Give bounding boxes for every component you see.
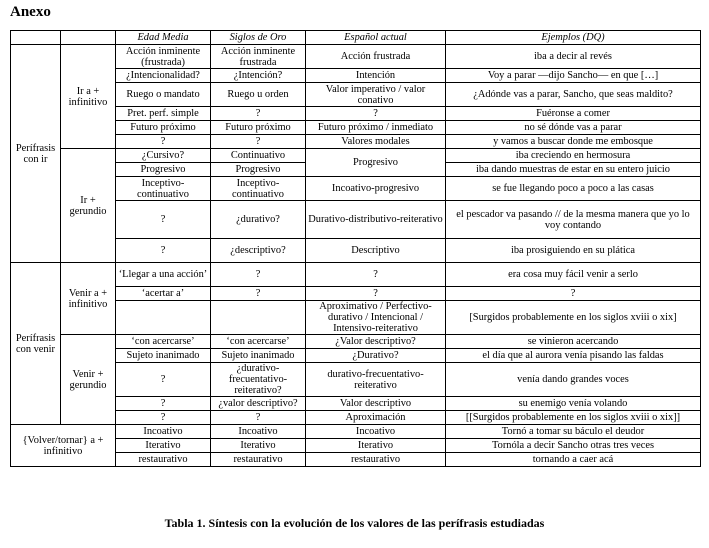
example-cell: se fue llegando poco a poco a las casas [446,177,701,201]
edad-media-cell: Futuro próximo [116,121,211,135]
header-cell: Ejemplos (DQ) [446,31,701,45]
example-cell: no sé dónde vas a parar [446,121,701,135]
espanol-actual-cell: ¿Valor descriptivo? [306,335,446,349]
edad-media-cell: ? [116,239,211,263]
siglos-oro-cell: Inceptivo-continuativo [211,177,306,201]
edad-media-cell: ‘Llegar a una acción’ [116,263,211,287]
edad-media-cell: ? [116,397,211,411]
siglos-oro-cell: Progresivo [211,163,306,177]
example-cell: su enemigo venía volando [446,397,701,411]
siglos-oro-cell: ? [211,135,306,149]
edad-media-cell [116,301,211,335]
edad-media-cell: ? [116,201,211,239]
table-row [11,263,701,287]
header-cell: Edad Media [116,31,211,45]
page-heading: Anexo [10,4,51,20]
edad-media-cell: Pret. perf. simple [116,107,211,121]
example-cell: era cosa muy fácil venir a serlo [446,263,701,287]
example-cell: ¿Adónde vas a parar, Sancho, que seas maldito? [446,83,701,107]
espanol-actual-cell: Valores modales [306,135,446,149]
siglos-oro-cell: ¿valor descriptivo? [211,397,306,411]
espanol-actual-cell: Incoativo [306,425,446,439]
espanol-actual-cell: Valor imperativo / valor conativo [306,83,446,107]
example-cell: tornando a caer acá [446,453,701,467]
edad-media-cell: Acción inminente (frustrada) [116,45,211,69]
siglos-oro-cell: ? [211,263,306,287]
edad-media-cell: restaurativo [116,453,211,467]
periphrasis-table [10,30,701,467]
siglos-oro-cell: ¿durativo? [211,201,306,239]
edad-media-cell: ? [116,135,211,149]
example-cell: Tornó a tomar su báculo el deudor [446,425,701,439]
subgroup-label: Venir a + infinitivo [61,263,116,335]
example-cell: se vinieron acercando [446,335,701,349]
example-cell: [[Surgidos probablemente en los siglos xviii o xix]] [446,411,701,425]
siglos-oro-cell: Ruego u orden [211,83,306,107]
siglos-oro-cell: ¿durativo-frecuentativo-reiterativo? [211,363,306,397]
espanol-actual-cell: Valor descriptivo [306,397,446,411]
edad-media-cell: ¿Cursivo? [116,149,211,163]
siglos-oro-cell: ? [211,287,306,301]
espanol-actual-cell: Descriptivo [306,239,446,263]
edad-media-cell: Ruego o mandato [116,83,211,107]
espanol-actual-cell: ? [306,263,446,287]
espanol-actual-cell: Intención [306,69,446,83]
header-cell [61,31,116,45]
example-cell: Voy a parar —dijo Sancho— en que […] [446,69,701,83]
espanol-actual-cell: Acción frustrada [306,45,446,69]
table-row [11,149,701,163]
subgroup-label: Ir + gerundio [61,149,116,263]
edad-media-cell: ¿Intencionalidad? [116,69,211,83]
espanol-actual-cell: Durativo-distributivo-reiterativo [306,201,446,239]
siglos-oro-cell: ? [211,107,306,121]
header-cell [11,31,61,45]
example-cell: ? [446,287,701,301]
example-cell: iba dando muestras de estar en su entero juicio [446,163,701,177]
siglos-oro-cell: Incoativo [211,425,306,439]
siglos-oro-cell: Sujeto inanimado [211,349,306,363]
example-cell: y vamos a buscar donde me embosque [446,135,701,149]
espanol-actual-cell: Aproximación [306,411,446,425]
table-row [11,335,701,349]
espanol-actual-cell: Progresivo [306,149,446,177]
espanol-actual-cell: durativo-frecuentativo-reiterativo [306,363,446,397]
espanol-actual-cell: Futuro próximo / inmediato [306,121,446,135]
edad-media-cell: Incoativo [116,425,211,439]
table-row [11,45,701,69]
example-cell: iba creciendo en hermosura [446,149,701,163]
siglos-oro-cell: restaurativo [211,453,306,467]
table-row [11,425,701,439]
siglos-oro-cell: Futuro próximo [211,121,306,135]
siglos-oro-cell: ‘con acercarse’ [211,335,306,349]
siglos-oro-cell: Acción inminente frustrada [211,45,306,69]
example-cell: venía dando grandes voces [446,363,701,397]
table-caption: Tabla 1. Síntesis con la evolución de los valores de las perífrasis estudiadas [164,516,545,530]
example-cell: el pescador va pasando // de la mesma manera que yo lo voy contando [446,201,701,239]
example-cell: [Surgidos probablemente en los siglos xviii o xix] [446,301,701,335]
siglos-oro-cell: ¿descriptivo? [211,239,306,263]
espanol-actual-cell: ? [306,107,446,121]
edad-media-cell: ‘con acercarse’ [116,335,211,349]
example-cell: iba prosiguiendo en su plática [446,239,701,263]
group-label: Perífrasis con ir [11,45,61,263]
espanol-actual-cell: Incoativo-progresivo [306,177,446,201]
example-cell: Fuéronse a comer [446,107,701,121]
espanol-actual-cell: Iterativo [306,439,446,453]
edad-media-cell: Inceptivo-continuativo [116,177,211,201]
siglos-oro-cell: ¿Intención? [211,69,306,83]
subgroup-label: Ir a + infinitivo [61,45,116,149]
subgroup-label: Venir + gerundio [61,335,116,425]
group-label: Perífrasis con venir [11,263,61,425]
siglos-oro-cell: Continuativo [211,149,306,163]
espanol-actual-cell: ? [306,287,446,301]
edad-media-cell: ‘acertar a’ [116,287,211,301]
example-cell: iba a decir al revés [446,45,701,69]
edad-media-cell: ? [116,411,211,425]
edad-media-cell: ? [116,363,211,397]
espanol-actual-cell: Aproximativo / Perfectivo-durativo / Intencional / Intensivo-reiterativo [306,301,446,335]
example-cell: el día que al aurora venía pisando las faldas [446,349,701,363]
edad-media-cell: Sujeto inanimado [116,349,211,363]
siglos-oro-cell: ? [211,411,306,425]
siglos-oro-cell [211,301,306,335]
edad-media-cell: Progresivo [116,163,211,177]
group-label: {Volver/tornar} a + infinitivo [11,425,116,467]
example-cell: Tornóla a decir Sancho otras tres veces [446,439,701,453]
espanol-actual-cell: restaurativo [306,453,446,467]
espanol-actual-cell: ¿Durativo? [306,349,446,363]
table-header-row [11,31,701,45]
header-cell: Español actual [306,31,446,45]
edad-media-cell: Iterativo [116,439,211,453]
siglos-oro-cell: Iterativo [211,439,306,453]
header-cell: Siglos de Oro [211,31,306,45]
